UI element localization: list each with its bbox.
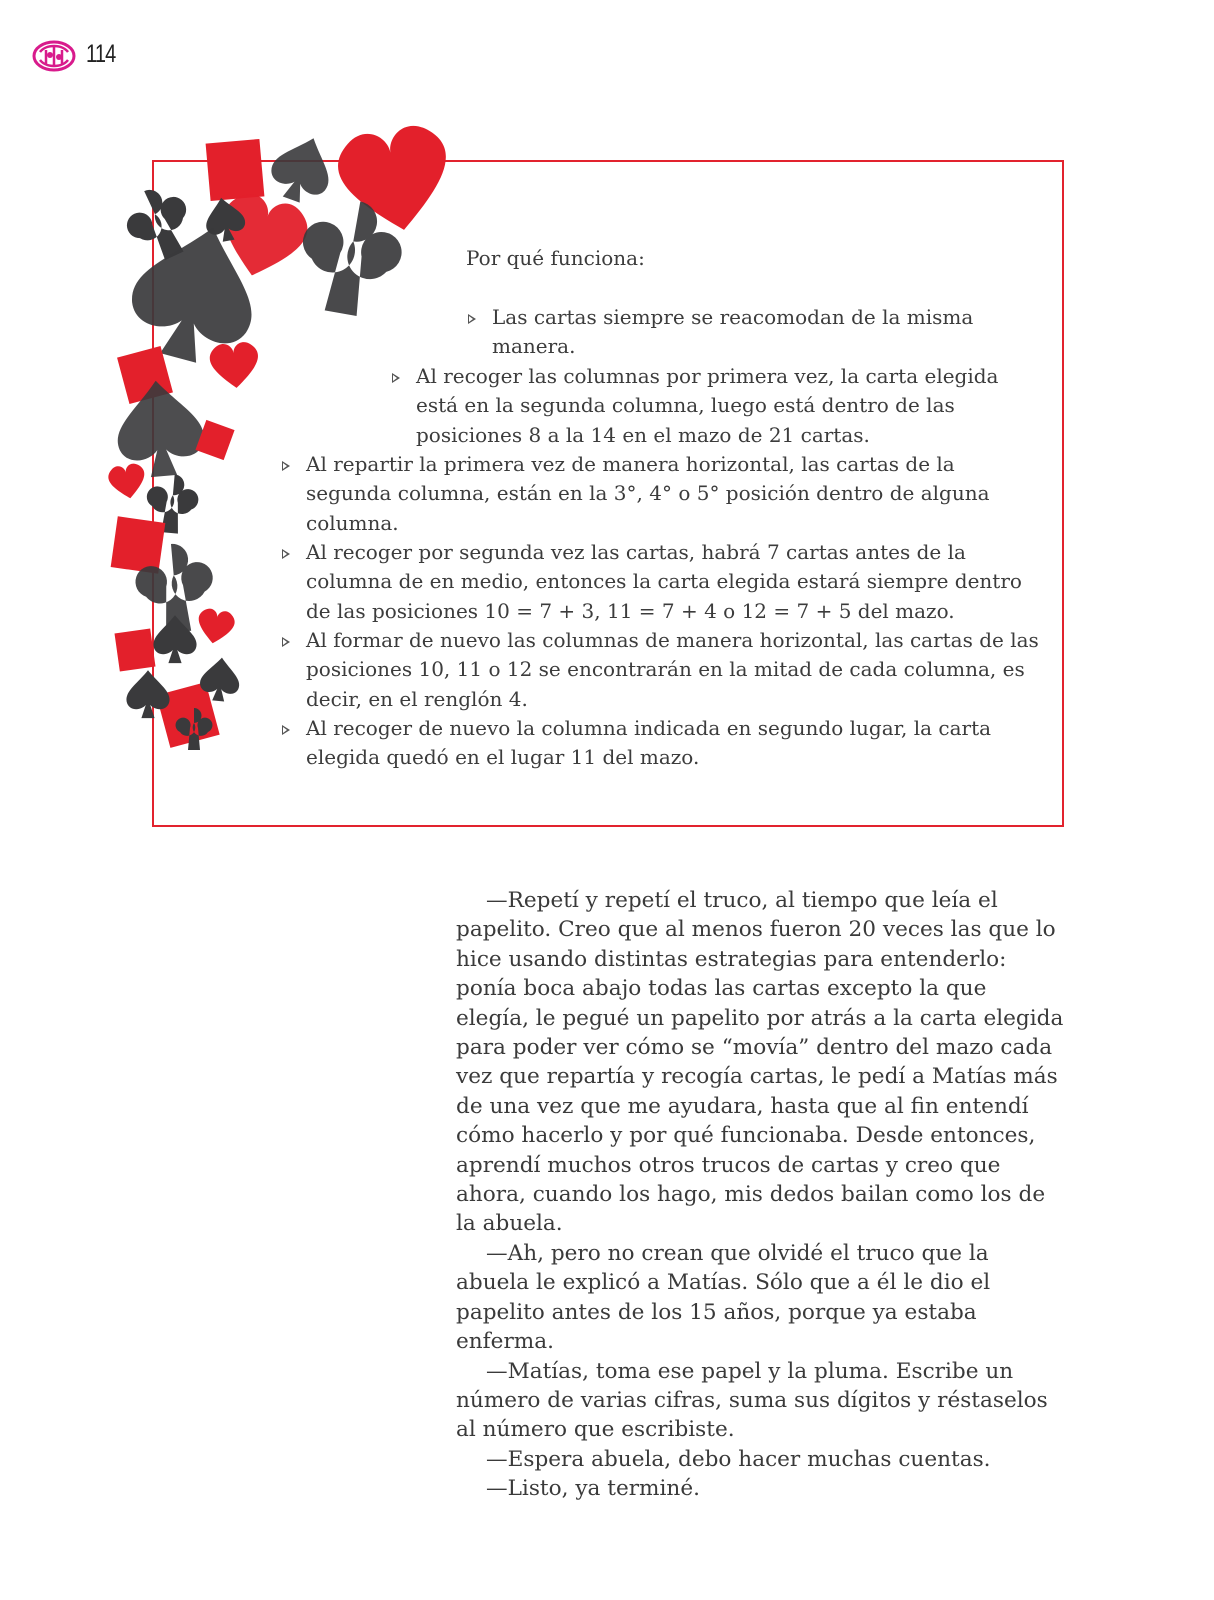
diamond-icon xyxy=(111,516,166,573)
heart-icon xyxy=(107,462,149,502)
triangle-bullet-icon xyxy=(282,637,290,647)
bullet-item xyxy=(468,303,1028,362)
heart-icon xyxy=(209,341,261,390)
heart-icon xyxy=(195,607,237,647)
diamond-icon xyxy=(206,139,265,201)
bullet-text: Al recoger por segunda vez las cartas, habrá 7 cartas antes de la columna de en medio, entonces la carta elegida estará siempre dentro de las posiciones 10 = 7 + 3, 11 = 7 + 4 o 12 = 7 + 5 del mazo. xyxy=(306,540,1022,623)
bullet-text: Al formar de nuevo las columnas de manera horizontal, las cartas de las posiciones 10, 11 o 12 se encontrarán en la mitad de cada columna, es decir, en el renglón 4. xyxy=(306,628,1039,711)
diamond-icon xyxy=(115,628,156,671)
bullet-item xyxy=(392,362,1032,450)
page-number: 114 xyxy=(86,40,116,68)
bullet-item xyxy=(282,714,1042,773)
bullet-item xyxy=(282,538,1042,626)
bullet-text: Las cartas siempre se reacomodan de la misma manera. xyxy=(492,305,974,359)
bullet-item xyxy=(282,626,1042,714)
triangle-bullet-icon xyxy=(282,461,290,471)
bullet-item xyxy=(282,450,1042,538)
bullet-text: Al recoger de nuevo la columna indicada en segundo lugar, la carta elegida quedó en el lugar 11 del mazo. xyxy=(306,716,992,770)
story-paragraph: —Listo, ya terminé. xyxy=(486,1476,700,1502)
story-paragraph: —Ah, pero no crean que olvidé el truco que la abuela le explicó a Matías. Sólo que a él le dio el papelito antes de los 15 años, porque ya estaba enferma. xyxy=(456,1240,991,1355)
spade-icon xyxy=(153,615,196,663)
story-paragraph: —Espera abuela, debo hacer muchas cuentas. xyxy=(486,1446,991,1472)
story-text xyxy=(456,886,1064,1504)
triangle-bullet-icon xyxy=(468,314,476,324)
bullet-text: Al recoger las columnas por primera vez, la carta elegida está en la segunda columna, luego está dentro de las posiciones 8 a la 14 en el mazo de 21 cartas. xyxy=(416,364,999,447)
triangle-bullet-icon xyxy=(282,549,290,559)
heart-icon xyxy=(333,121,458,240)
triangle-bullet-icon xyxy=(392,373,400,383)
triangle-bullet-icon xyxy=(282,725,290,735)
bullet-text: Al repartir la primera vez de manera horizontal, las cartas de la segunda columna, están en la 3°, 4° o 5° posición dentro de alguna columna. xyxy=(306,452,990,535)
story-paragraph: —Matías, toma ese papel y la pluma. Escribe un número de varias cifras, suma sus dígitos y réstaselos al número que escribiste. xyxy=(456,1358,1048,1443)
box-title: Por qué funciona: xyxy=(466,246,645,270)
story-paragraph: —Repetí y repetí el truco, al tiempo que leía el papelito. Creo que al menos fueron 20 veces las que lo hice usando distintas estrategias para entenderlo: ponía boca abajo todas las cartas excepto la que elegía, le pegué un papelito por atrás a la carta elegida para poder ver cómo se “movía” dentro del mazo cada vez que repartía y recogía cartas, le pedí a Matías más de una vez que me ayudara, hasta que al fin entendí cómo hacerlo y por qué funcionaba. Desde entonces, aprendí muchos otros trucos de cartas y creo que ahora, cuando los hago, mis dedos bailan como los de la abuela. xyxy=(456,888,1064,1237)
spade-icon xyxy=(264,128,342,209)
book-logo xyxy=(32,38,76,74)
diamond-icon xyxy=(195,420,234,460)
